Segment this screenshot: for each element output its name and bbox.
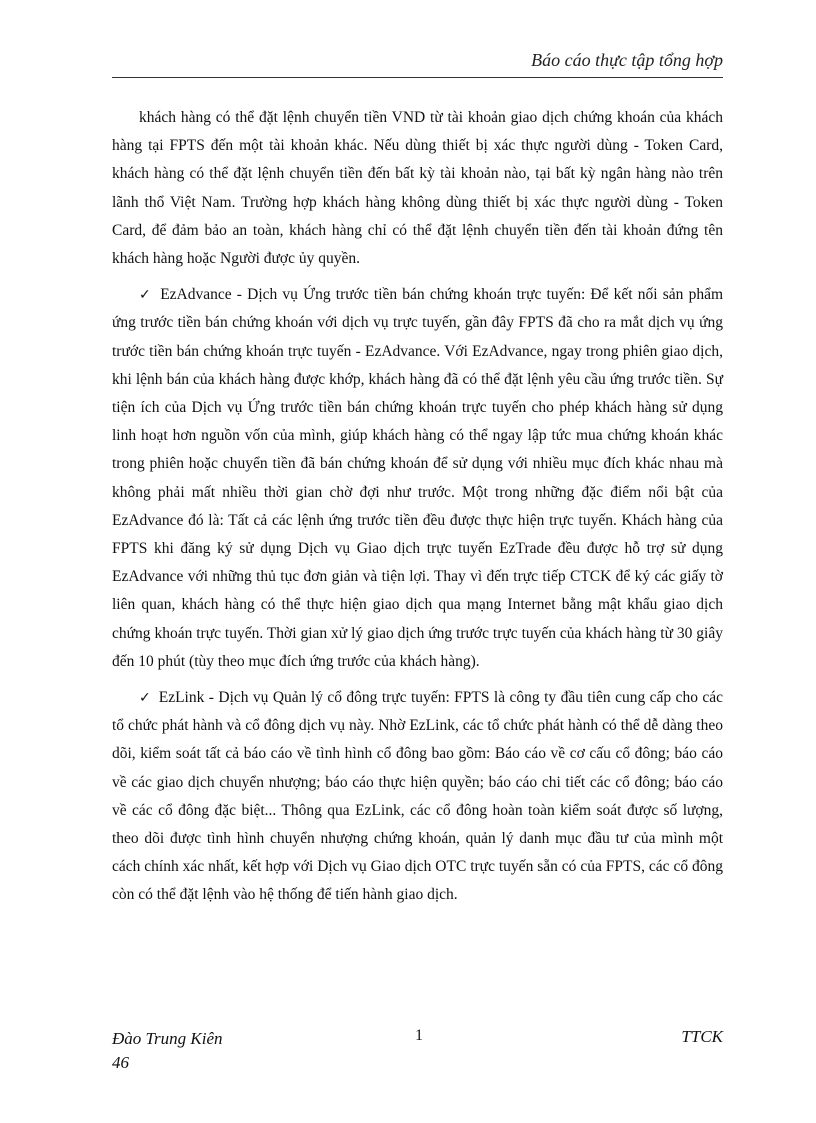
header-title: Báo cáo thực tập tổng hợp bbox=[531, 50, 723, 70]
header-rule bbox=[112, 77, 723, 78]
paragraph-money-transfer bbox=[112, 104, 723, 273]
paragraph-ezlink bbox=[112, 684, 723, 910]
paragraph-text: EzAdvance - Dịch vụ Ứng trước tiền bán chứng khoán trực tuyến: Để kết nối sản phẩm ứng trước tiền bán chứng khoán với dịch vụ trực tuyến, gần đây FPTS đã cho ra mắt dịch vụ ứng trước tiền bán chứng khoán trực tuyến - EzAdvance. Với EzAdvance, ngay trong phiên giao dịch, khi lệnh bán của khách hàng được khớp, khách hàng đã có thể đặt lệnh yêu cầu ứng trước tiền. Sự tiện ích của Dịch vụ Ứng trước tiền bán chứng khoán trực tuyến cho phép khách hàng sử dụng linh hoạt hơn nguồn vốn của mình, giúp khách hàng có thể ngay lập tức mua chứng khoán khác trong phiên hoặc chuyển tiền đã bán chứng khoán để sử dụng với nhiều mục đích khác nhau mà không phải mất nhiều thời gian chờ đợi như trước. Một trong những đặc điểm nổi bật của EzAdvance đó là: Tất cả các lệnh ứng trước tiền đều được thực hiện trực tuyến. Khách hàng của FPTS khi đăng ký sử dụng Dịch vụ Giao dịch trực tuyến EzTrade đều được hỗ trợ sử dụng EzAdvance với những thủ tục đơn giản và tiện lợi. Thay vì đến trực tiếp CTCK để ký các giấy tờ liên quan, khách hàng có thể thực hiện giao dịch qua mạng Internet bằng mật khẩu giao dịch chứng khoán trực tuyến. Thời gian xử lý giao dịch ứng trước trực tuyến của khách hàng từ 30 giây đến 10 phút (tùy theo mục đích ứng trước của khách hàng). bbox=[112, 286, 723, 670]
footer-author: Đào Trung Kiên bbox=[112, 1029, 223, 1048]
body-text bbox=[112, 104, 723, 918]
footer-author-block bbox=[112, 1027, 223, 1075]
footer-class-number: 46 bbox=[112, 1053, 129, 1072]
paragraph-ezadvance bbox=[112, 281, 723, 676]
checkmark-icon: ✓ bbox=[139, 690, 152, 707]
checkmark-icon: ✓ bbox=[139, 287, 153, 304]
footer-right-label: TTCK bbox=[681, 1027, 723, 1046]
page-number: 1 bbox=[415, 1027, 423, 1044]
paragraph-text: EzLink - Dịch vụ Quản lý cổ đông trực tuyến: FPTS là công ty đầu tiên cung cấp cho các tổ chức phát hành và cổ đông dịch vụ này. Nhờ EzLink, các tổ chức phát hành có thể dễ dàng theo dõi, kiểm soát tất cả báo cáo về tình hình cổ đông bao gồm: Báo cáo về cơ cấu cổ đông; báo cáo về các giao dịch chuyển nhượng; báo cáo thực hiện quyền; báo cáo chi tiết các cổ đông; báo cáo về các cổ đông đặc biệt... Thông qua EzLink, các cổ đông hoàn toàn kiểm soát được số lượng, theo dõi được tình hình chuyển nhượng chứng khoán, quản lý danh mục đầu tư của mình một cách chính xác nhất, kết hợp với Dịch vụ Giao dịch OTC trực tuyến sẵn có của FPTS, các cổ đông còn có thể đặt lệnh vào hệ thống để tiến hành giao dịch. bbox=[112, 689, 724, 904]
paragraph-text: khách hàng có thể đặt lệnh chuyển tiền VND từ tài khoản giao dịch chứng khoán của khách hàng tại FPTS đến một tài khoản khác. Nếu dùng thiết bị xác thực người dùng - Token Card, khách hàng có thể đặt lệnh chuyển tiền đến bất kỳ tài khoản nào, tại bất kỳ ngân hàng nào trên lãnh thổ Việt Nam. Trường hợp khách hàng không dùng thiết bị xác thực người dùng - Token Card, để đảm bảo an toàn, khách hàng chỉ có thể đặt lệnh chuyển tiền đến tài khoản đứng tên khách hàng hoặc Người được ủy quyền. bbox=[112, 109, 723, 268]
